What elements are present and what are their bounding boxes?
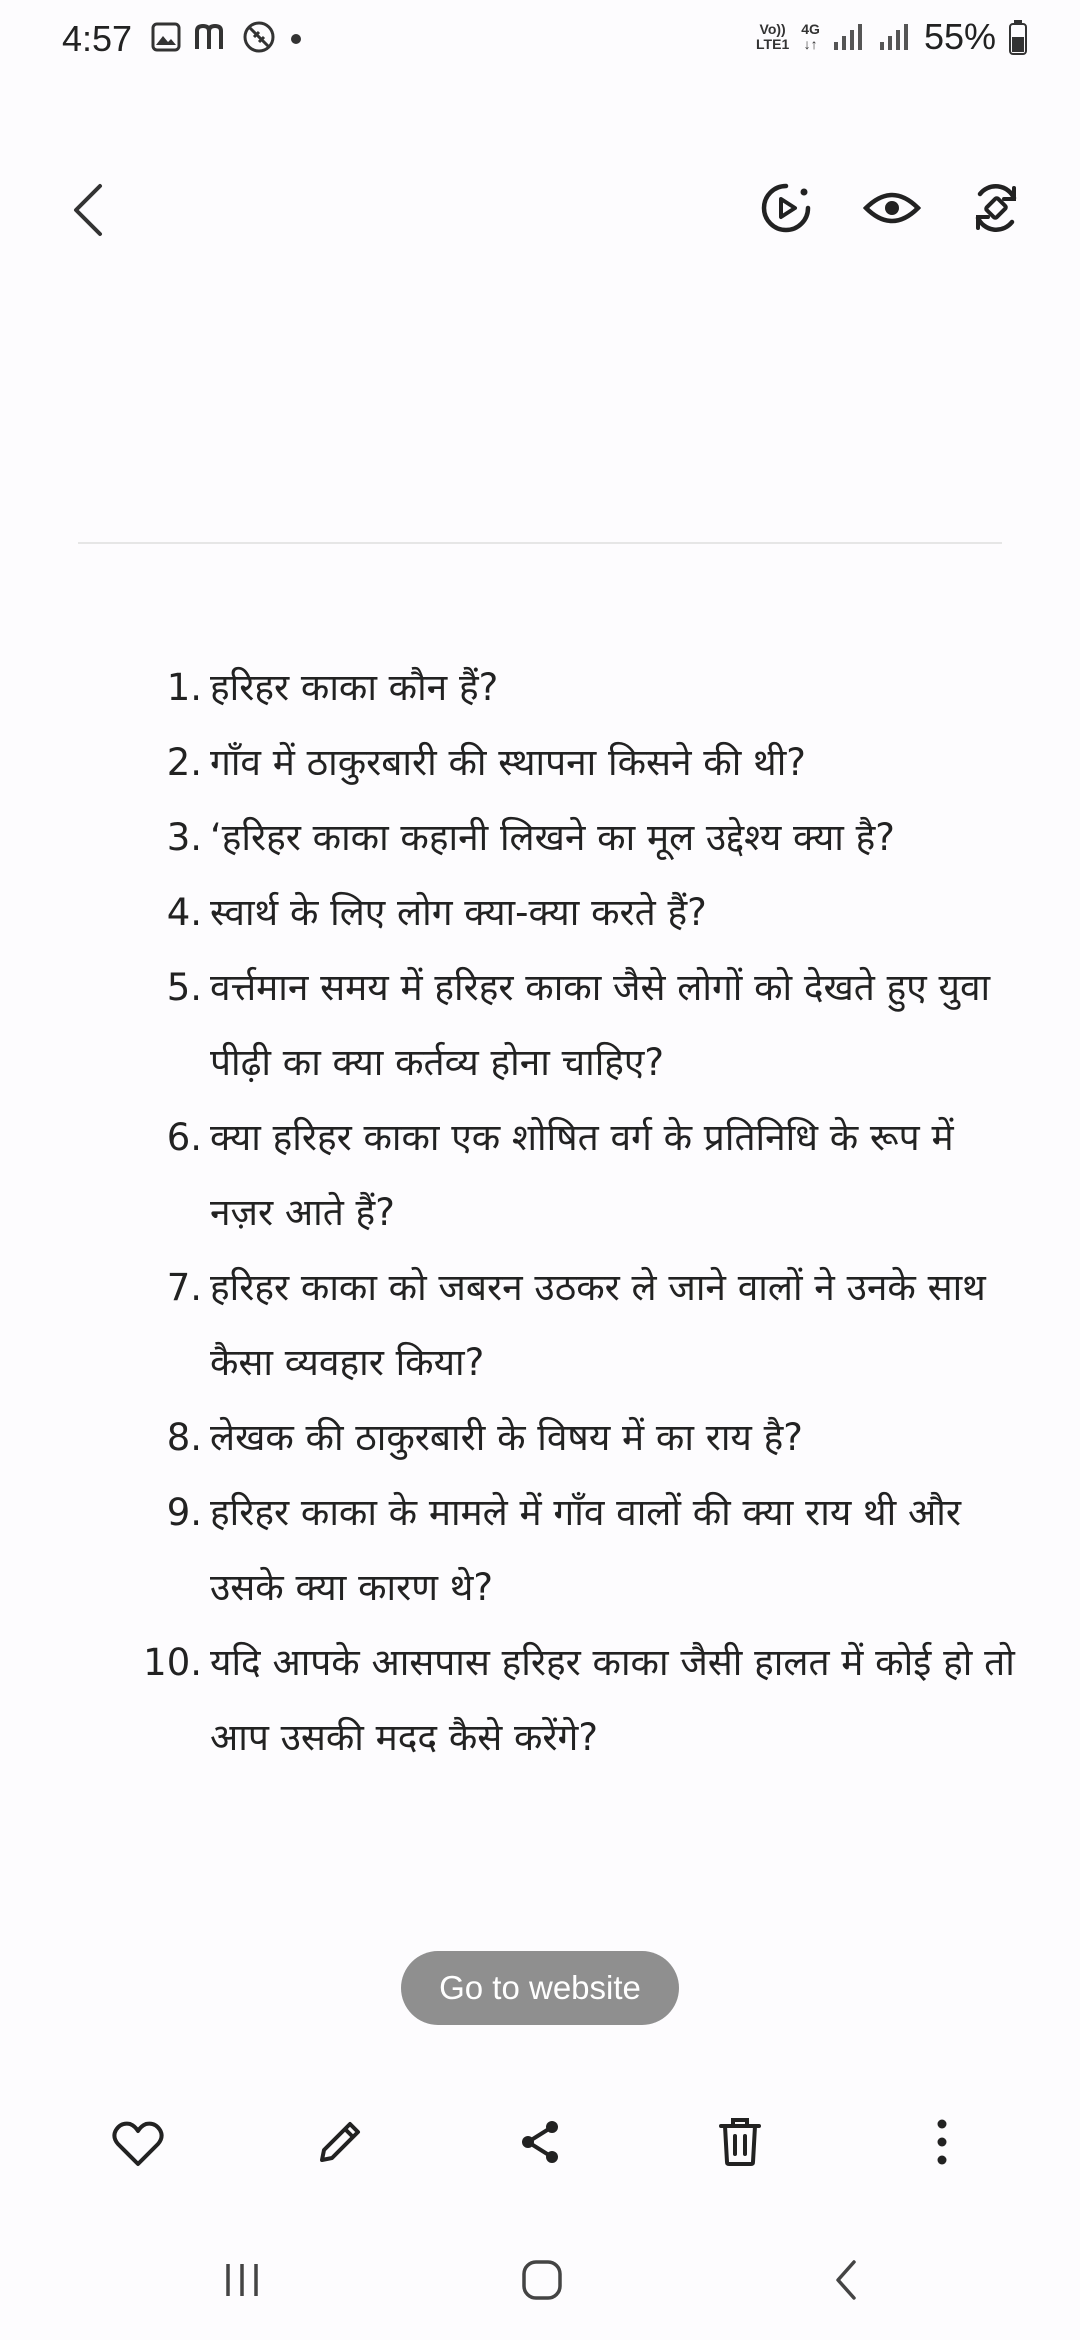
home-button[interactable] bbox=[510, 2250, 574, 2310]
eye-icon bbox=[863, 188, 921, 228]
volte-label: Vo)) LTE1 bbox=[756, 21, 790, 52]
list-item: 2. गाँव में ठाकुरबारी की स्थापना किसने की थी? bbox=[166, 741, 806, 784]
status-bar bbox=[0, 0, 1080, 80]
back-nav-button[interactable] bbox=[814, 2250, 878, 2310]
list-item: 7. हरिहर काका को जबरन उठकर ले जाने वालों ने उनके साथ कैसा व्यवहार किया? bbox=[166, 1266, 986, 1384]
heart-icon bbox=[111, 2119, 165, 2169]
network-type-label: 4G ↓↑ bbox=[801, 21, 820, 52]
go-to-website-button[interactable]: Go to website bbox=[401, 1951, 679, 2025]
list-item: 1. हरिहर काका कौन हैं? bbox=[166, 666, 499, 709]
question-list bbox=[135, 650, 1015, 1775]
gallery-icon bbox=[150, 21, 182, 53]
list-item: 9. हरिहर काका के मामले में गाँव वालों की क्या राय थी और उसके क्या कारण थे? bbox=[166, 1491, 962, 1609]
home-icon bbox=[520, 2258, 564, 2302]
signal-icon-2 bbox=[878, 22, 912, 52]
battery-percent: 55% bbox=[923, 16, 996, 57]
battery-icon bbox=[1008, 19, 1028, 55]
more-options-button[interactable] bbox=[910, 2110, 974, 2174]
status-time: 4:57 bbox=[62, 18, 133, 59]
pencil-icon bbox=[314, 2116, 366, 2168]
list-item: 5. वर्त्तमान समय में हरिहर काका जैसे लोगों को देखते हुए युवा पीढ़ी का क्या कर्तव्य होना चाहिए? bbox=[166, 966, 991, 1084]
share-icon bbox=[516, 2118, 564, 2166]
favorite-button[interactable] bbox=[106, 2112, 170, 2176]
play-icon bbox=[758, 180, 814, 236]
recent-apps-button[interactable] bbox=[210, 2250, 274, 2310]
no-disturb-icon bbox=[242, 20, 276, 54]
chevron-left-icon bbox=[70, 182, 106, 238]
signal-icon bbox=[832, 22, 866, 52]
list-item: 3. ‘हरिहर काका कहानी लिखने का मूल उद्देश्य क्या है? bbox=[166, 816, 895, 859]
m-app-icon bbox=[194, 21, 230, 53]
delete-button[interactable] bbox=[708, 2110, 772, 2174]
status-right bbox=[756, 16, 1028, 58]
view-button[interactable] bbox=[862, 178, 922, 238]
more-vertical-icon bbox=[936, 2118, 948, 2166]
back-button[interactable] bbox=[60, 180, 116, 240]
rotate-button[interactable] bbox=[966, 178, 1026, 238]
trash-icon bbox=[717, 2116, 763, 2168]
notification-icons bbox=[150, 20, 304, 54]
recent-apps-icon bbox=[222, 2260, 262, 2300]
list-item: 4. स्वार्थ के लिए लोग क्या-क्या करते हैं? bbox=[166, 891, 707, 934]
list-item: 6. क्या हरिहर काका एक शोषित वर्ग के प्रतिनिधि के रूप में नज़र आते हैं? bbox=[166, 1116, 954, 1234]
back-icon bbox=[832, 2258, 860, 2302]
content-divider bbox=[78, 542, 1002, 544]
rotate-icon bbox=[968, 180, 1024, 236]
list-item: 8. लेखक की ठाकुरबारी के विषय में का राय है? bbox=[166, 1416, 803, 1459]
play-button[interactable] bbox=[756, 178, 816, 238]
list-item: 10. यदि आपके आसपास हरिहर काका जैसी हालत में कोई हो तो आप उसकी मदद कैसे करेंगे? bbox=[143, 1641, 1015, 1759]
share-button[interactable] bbox=[508, 2110, 572, 2174]
system-nav-bar bbox=[0, 2230, 1080, 2330]
edit-button[interactable] bbox=[308, 2110, 372, 2174]
dot-icon bbox=[288, 21, 304, 53]
